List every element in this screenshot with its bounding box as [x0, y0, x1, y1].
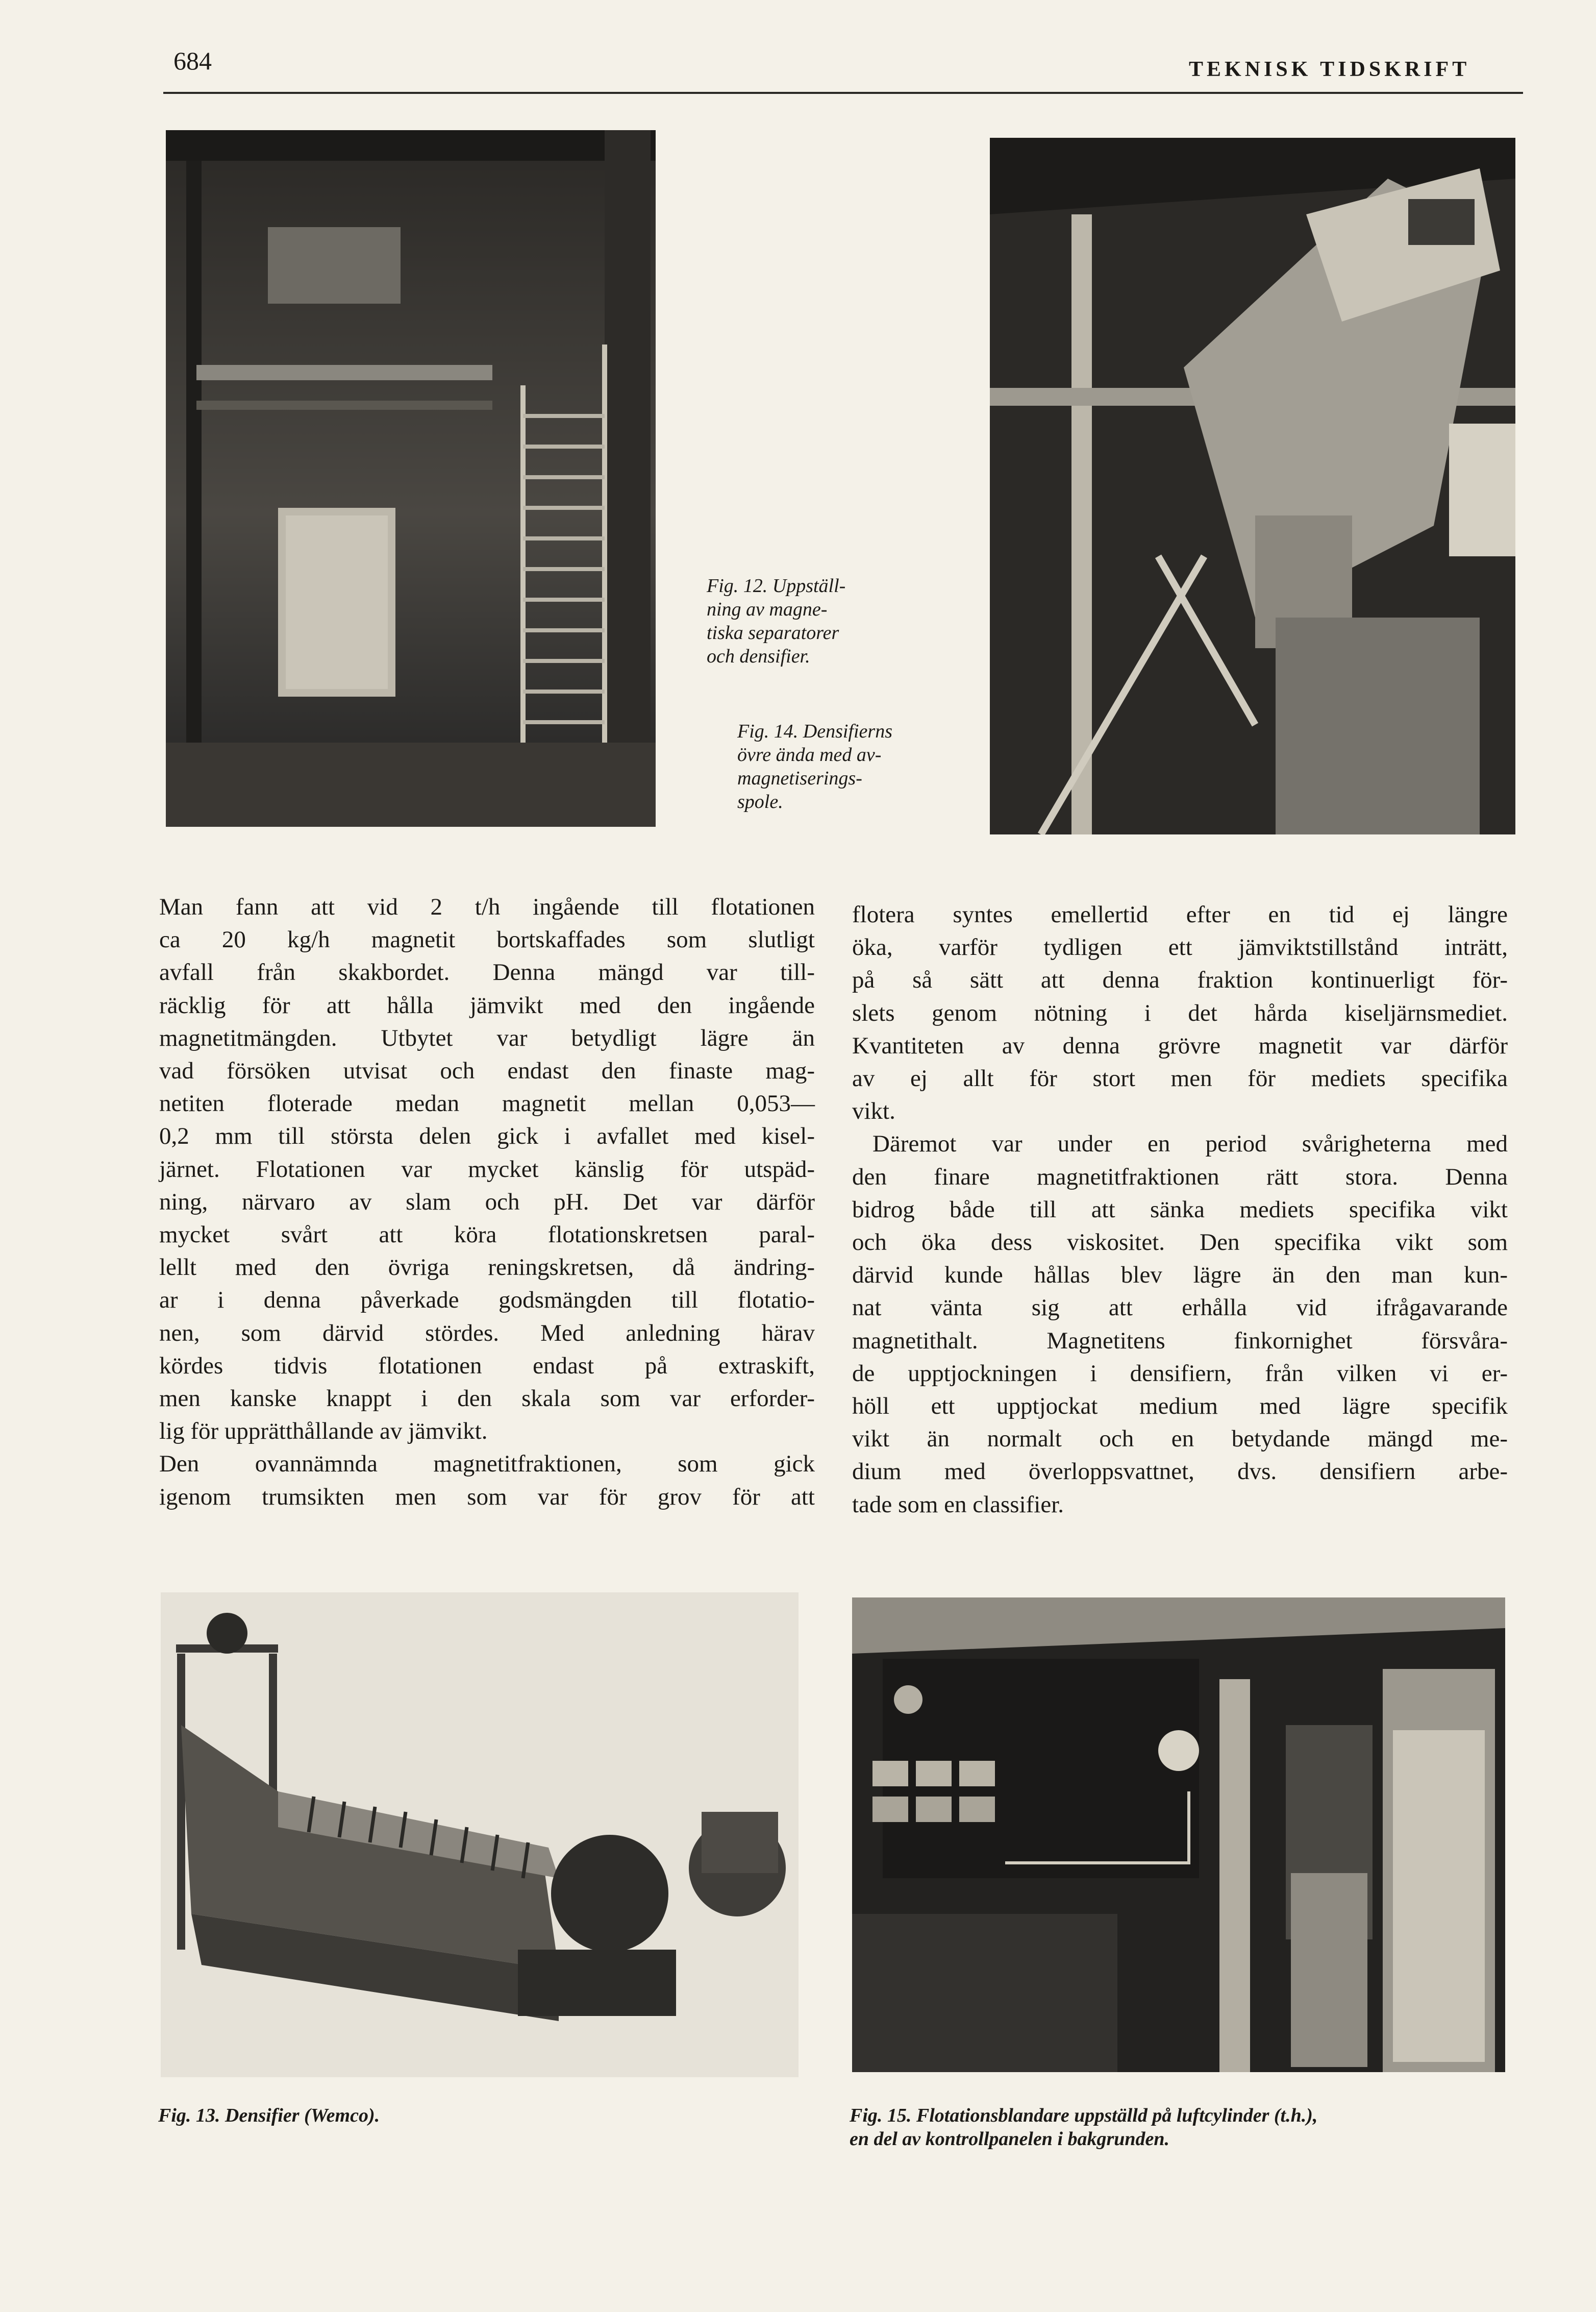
text-line: Man fann att vid 2 t/h ingående till flotationen: [159, 894, 815, 920]
text-line: ca 20 kg/h magnetit bortskaffades som slutligt: [159, 926, 815, 953]
text-line: järnet. Flotationen var mycket känslig för utspäd-: [159, 1155, 815, 1183]
journal-title: TEKNISK TIDSKRIFT: [1189, 58, 1470, 81]
text-line: ar i denna påverkade godsmängden till flotatio-: [159, 1287, 815, 1314]
fig12-caption-line: ning av magne-: [707, 599, 828, 620]
text-line: de upptjockningen i densifiern, från vilken vi er-: [852, 1360, 1508, 1387]
text-line: tade som en classifier.: [852, 1491, 1064, 1518]
fig14-caption-line: övre ända med av-: [737, 744, 882, 766]
fig12-caption-line: Fig. 12. Uppställ-: [707, 575, 846, 597]
fig14-caption-line: Fig. 14. Densifierns: [737, 721, 892, 742]
fig15-caption: [850, 2104, 1317, 2151]
fig12-caption-line: och densifier.: [707, 646, 810, 667]
fig15-caption-line: Fig. 15. Flotationsblandare uppställd på luftcylinder (t.h.),: [850, 2105, 1318, 2126]
text-line: vad försöken utvisat och endast den finaste mag-: [159, 1057, 815, 1085]
fig13-caption: Fig. 13. Densifier (Wemco).: [158, 2105, 380, 2126]
text-line: avfall från skakbordet. Denna mängd var till-: [159, 959, 815, 986]
text-line: igenom trumsikten men som var för grov för att: [159, 1483, 815, 1510]
fig12-caption-line: tiska separatorer: [707, 622, 839, 644]
text-line: och öka dess viskositet. Den specifika vikt som: [852, 1229, 1508, 1256]
text-line: netiten floterade medan magnetit mellan 0,053—: [159, 1090, 815, 1117]
text-line: lig för upprätthållande av jämvikt.: [159, 1418, 488, 1445]
text-line: nat vänta sig att erhålla vid ifrågavarande: [852, 1294, 1508, 1321]
fig12-photo: [166, 130, 656, 827]
text-line: dium med överloppsvattnet, dvs. densifiern arbe-: [852, 1458, 1508, 1485]
fig15-caption-line: en del av kontrollpanelen i bakgrunden.: [850, 2128, 1170, 2150]
fig14-caption: [737, 720, 977, 814]
text-line: men kanske knappt i den skala som var erforder-: [159, 1385, 815, 1412]
fig14-caption-line: spole.: [737, 791, 783, 813]
body-left-column: [159, 891, 815, 1513]
text-line: den finare magnetitfraktionen rätt stora. Denna: [852, 1163, 1508, 1190]
page-number: 684: [173, 46, 212, 75]
text-line: vikt än normalt och en betydande mängd me-: [852, 1425, 1508, 1453]
fig12-caption: [707, 574, 972, 668]
text-line: på så sätt att denna fraktion kontinuerligt för-: [852, 967, 1508, 994]
text-line: nen, som därvid stördes. Med anledning härav: [159, 1319, 815, 1346]
body-right-column: [852, 898, 1508, 1521]
text-line: bidrog både till att sänka mediets specifika vikt: [852, 1196, 1508, 1223]
header-rule: [163, 92, 1523, 94]
text-line: Kvantiteten av denna grövre magnetit var därför: [852, 1032, 1508, 1059]
text-line: mycket svårt att köra flotationskretsen paral-: [159, 1221, 815, 1248]
text-line: därvid kunde hållas blev lägre än den man kun-: [852, 1262, 1508, 1289]
text-line: höll ett upptjockat medium med lägre specifik: [852, 1393, 1508, 1420]
text-line: öka, varför tydligen ett jämviktstillstånd inträtt,: [852, 934, 1508, 961]
text-line: räcklig för att hålla jämvikt med den ingående: [159, 992, 815, 1019]
text-line: 0,2 mm till största delen gick i avfallet med kisel-: [159, 1123, 815, 1150]
text-line: lellt med den övriga reningskretsen, då ändring-: [159, 1254, 815, 1281]
text-line: slets genom nötning i det hårda kiseljärnsmediet.: [852, 999, 1508, 1026]
fig14-caption-line: magnetiserings-: [737, 768, 862, 789]
text-line: magnetitmängden. Utbytet var betydligt lägre än: [159, 1024, 815, 1051]
fig13-photo: [161, 1592, 799, 2077]
text-line: vikt.: [852, 1098, 895, 1125]
text-line: magnetithalt. Magnetitens finkornighet försvåra-: [852, 1327, 1508, 1354]
text-line: ning, närvaro av slam och pH. Det var därför: [159, 1188, 815, 1215]
text-line: flotera syntes emellertid efter en tid ej längre: [852, 901, 1508, 928]
fig15-photo: [852, 1597, 1505, 2072]
text-line: Den ovannämnda magnetitfraktionen, som gick: [159, 1450, 815, 1478]
text-line: Däremot var under en period svårigheterna med: [872, 1130, 1508, 1158]
text-line: kördes tidvis flotationen endast på extraskift,: [159, 1352, 815, 1379]
fig14-photo: [990, 138, 1515, 834]
text-line: av ej allt för stort men för mediets specifika: [852, 1065, 1508, 1092]
